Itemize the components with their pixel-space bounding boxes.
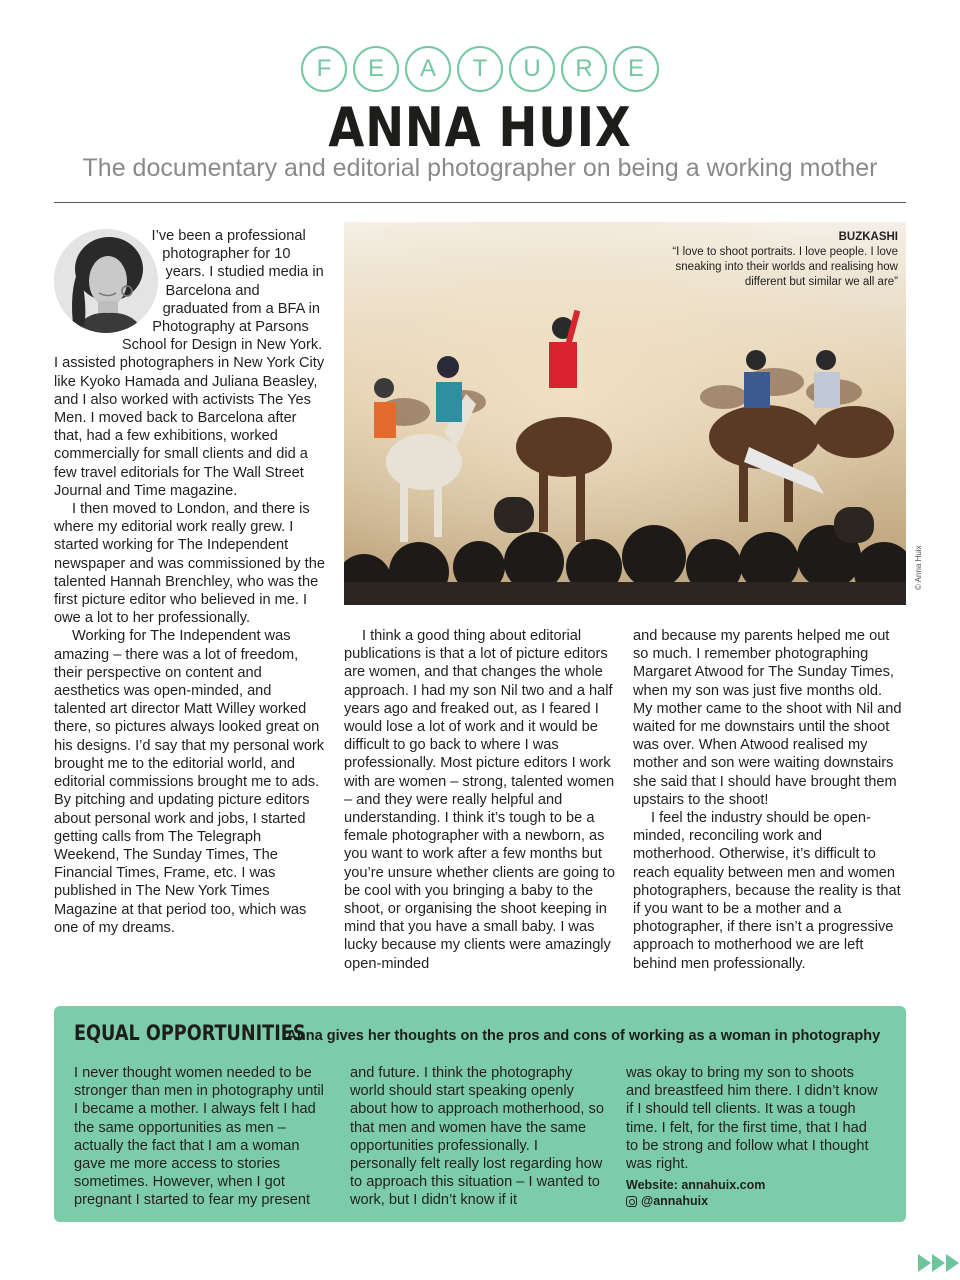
photo-credit: © Anna Huix xyxy=(914,545,923,590)
paragraph: I feel the industry should be open-minded, reconciling work and motherhood. Otherwise, it’s difficult to reach equality between men and women photographers, because the reality is that if you want to be a mother and a photographer, if there isn’t a progressive approach to motherhood we are left behind men professionally. xyxy=(633,810,901,972)
feature-letter: E xyxy=(613,46,659,92)
next-page-arrows-icon[interactable] xyxy=(918,1254,960,1272)
feature-letter: U xyxy=(509,46,555,92)
box-column-2: and future. I think the photography world should start speaking openly about how to approach motherhood, so that men and women have the same opportunities professionally. I personally felt really lost regarding how to approach this situation – I wanted to work, but I didn’t know if it xyxy=(350,1065,604,1209)
paragraph: Working for The Independent was amazing – there was a lot of freedom, their perspective on content and aesthetics was open-minded, and talented art director Matt Willey worked there, so pictures always looked great on his designs. I’d say that my personal work brought me to the editorial world, and editorial commissions brought me to ads. By pitching and updating picture editors about personal work and jobs, I started getting calls from The Telegraph Weekend, The Sunday Times, The Financial Times, Frame, etc. I was published in The New York Times Magazine at that period too, which was one of my dreams. xyxy=(54,628,325,936)
author-portrait xyxy=(54,229,158,333)
box-subtitle: Anna gives her thoughts on the pros and cons of working as a woman in photography xyxy=(286,1028,881,1044)
caption-title: BUZKASHI xyxy=(838,231,898,243)
instagram-link[interactable] xyxy=(626,1193,882,1209)
paragraph: I then moved to London, and there is where my editorial work really grew. I started working for The Independent newspaper and was commissioned by the talented Hannah Brenchley, who was the first picture editor who believed in me. I owe a lot to her professionally. xyxy=(54,501,325,627)
article-column-3 xyxy=(633,627,905,973)
photo-caption xyxy=(638,230,898,290)
feature-letter: F xyxy=(301,46,347,92)
box-title: EQUAL OPPORTUNITIES xyxy=(74,1021,306,1045)
page-subtitle: The documentary and editorial photographer on being a working mother xyxy=(82,154,878,182)
box-column-3 xyxy=(626,1064,882,1209)
feature-letter: R xyxy=(561,46,607,92)
box-text: was okay to bring my son to shoots and breastfeed him there. I didn’t know if I should tell clients. It was a tough time. I felt, for the first time, that I had to be strong and follow what I thought was right. xyxy=(626,1065,878,1173)
box-header xyxy=(74,1021,880,1045)
feature-letter: E xyxy=(353,46,399,92)
box-column-1: I never thought women needed to be stronger than men in photography until I became a mother. I always felt I had the same opportunities as men – actually the fact that I am a woman gave me more access to stories sometimes. However, when I got pregnant I started to fear my present xyxy=(74,1065,324,1209)
paragraph: I’ve been a professional photographer for 10 years. I studied media in Barcelona and graduated from a BFA in Photography at Parsons School for Design in New York. I assisted photographers in New York City like Kyoko Hamada and Juliana Beasley, and I also worked with activists The Yes Men. I moved back to Barcelona after that, had a few exhibitions, worked commercially for small clients and did a few travel editorials for The Wall Street Journal and Time magazine. xyxy=(54,228,325,499)
feature-letter: T xyxy=(457,46,503,92)
paragraph: and because my parents helped me out so much. I remember photographing Margaret Atwood for The Sunday Times, when my son was just five months old. My mother came to the shoot with Nil and waited for me downstairs until the shoot was over. When Atwood realised my mother and son were waiting downstairs she said that I should have brought them upstairs to the shoot! xyxy=(633,628,902,808)
page-title: ANNA HUIX xyxy=(328,96,632,159)
header-divider xyxy=(54,202,906,203)
paragraph: I think a good thing about editorial publications is that a lot of picture editors are women, and that changes the whole approach. I had my son Nil two and a half years ago and freaked out, as I feared I would lose a lot of work and it would be difficult to go back to where I was professionally. Most picture editors I work with are women – strong, talented women – and they were really helpful and understanding. I think it’s tough to be a female photographer with a newborn, as you want to work after a few months but you’re unsure whether clients are going to be cool with you bringing a baby to the shoot, or organising the shoot keeping in mind that you have a small baby. I was lucky because my clients were amazingly open-minded xyxy=(344,628,615,972)
instagram-handle: @annahuix xyxy=(641,1194,709,1209)
equal-opportunities-box xyxy=(54,1006,906,1222)
feature-letter: A xyxy=(405,46,451,92)
article-column-2 xyxy=(344,627,616,973)
feature-label xyxy=(0,46,960,92)
article-column-1 xyxy=(54,227,326,937)
caption-text: “I love to shoot portraits. I love people. I love sneaking into their worlds and realising how different but similar we all are” xyxy=(672,246,898,288)
instagram-icon xyxy=(626,1196,637,1207)
website-link[interactable]: Website: annahuix.com xyxy=(626,1178,766,1193)
